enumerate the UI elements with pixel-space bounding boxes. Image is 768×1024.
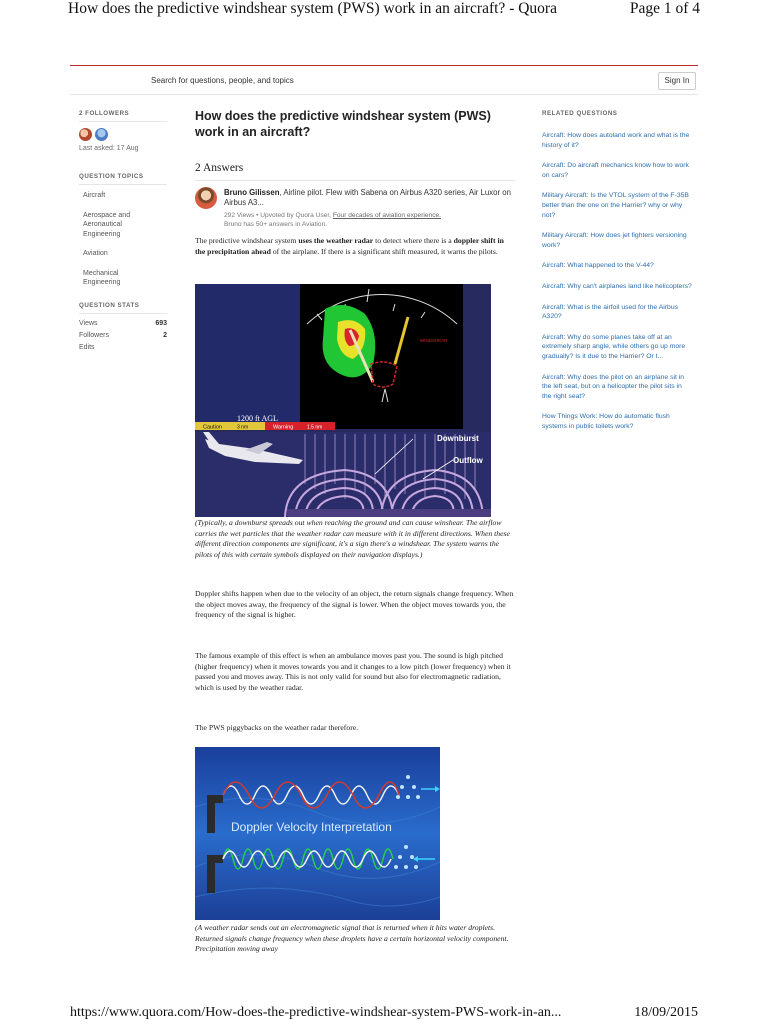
stats-title: QUESTION STATS bbox=[79, 302, 167, 314]
answer-paragraph-2: Doppler shifts happen when due to the velocity of an object, the return signals change frequency. When the object moves away, the frequency of the signal is lower. When the object moves towards you, the frequency of the signal is higher. bbox=[195, 589, 514, 620]
related-questions bbox=[542, 110, 692, 442]
topic-link[interactable]: Aviation bbox=[83, 250, 108, 257]
question-stats bbox=[79, 302, 167, 351]
sign-in-button[interactable]: Sign In bbox=[658, 72, 696, 90]
follower-avatars bbox=[79, 128, 167, 141]
question-topics bbox=[79, 173, 167, 288]
downburst-label: Downburst bbox=[437, 434, 479, 443]
related-question-link[interactable]: Aircraft: What is the airfoil used for the Airbus A320? bbox=[542, 303, 678, 321]
bold-run: uses the weather radar bbox=[298, 236, 374, 245]
avatar[interactable] bbox=[79, 128, 92, 141]
answer-paragraph-3: The famous example of this effect is when an ambulance moves past you. The sound is high pitched (higher frequency) when it moves towards you and it changes to a low pitch (lower frequency) when it passed you and moves away. This is not only valid for sound but also for electromagnetic radiation, which is used by the weather radar. bbox=[195, 651, 511, 692]
answer-paragraph-4: The PWS piggybacks on the weather radar therefore. bbox=[195, 723, 359, 732]
topics-title: QUESTION TOPICS bbox=[79, 173, 167, 185]
outflow-label: Outflow bbox=[453, 456, 483, 465]
agl-label: 1200 ft AGL bbox=[237, 414, 278, 423]
related-title: RELATED QUESTIONS bbox=[542, 110, 618, 117]
author-avatar[interactable] bbox=[195, 187, 217, 209]
related-question-link[interactable]: Aircraft: Why does the pilot on an airplane sit in the left seat, but on a helicopter the pilot sits in the right seat? bbox=[542, 373, 685, 400]
print-footer bbox=[70, 1002, 698, 1024]
doppler-label: Doppler Velocity Interpretation bbox=[231, 820, 392, 834]
author-name[interactable]: Bruno Gilissen bbox=[224, 188, 280, 197]
caution-label: Caution bbox=[203, 424, 222, 431]
stat-value: 2 bbox=[163, 331, 167, 339]
views-upvotes: 292 Views • Upvoted by Quora User, bbox=[224, 212, 332, 219]
answer-meta bbox=[224, 211, 524, 229]
print-footer-url: https://www.quora.com/How-does-the-predictive-windshear-system-PWS-work-in-an... bbox=[70, 1005, 562, 1020]
answers-divider bbox=[195, 180, 515, 181]
related-question-link[interactable]: Aircraft: Why do some planes take off at an extremely sharp angle, while others go up more gradually? Is it due to the Harrier? Or t... bbox=[542, 333, 686, 360]
answer-paragraph-1 bbox=[195, 236, 515, 257]
topbar-accent-line bbox=[70, 65, 698, 66]
author-answers-count: Bruno has 50+ answers in Aviation. bbox=[224, 221, 328, 228]
topic-link[interactable]: Aircraft bbox=[83, 192, 106, 199]
caution-nm: 3 nm bbox=[237, 424, 249, 431]
windshear-label: WINDSHEAR bbox=[420, 338, 448, 343]
topic-link[interactable]: Aerospace and Aeronautical Engineering bbox=[83, 211, 131, 238]
related-question-link[interactable]: Aircraft: What happened to the V-44? bbox=[542, 262, 654, 270]
related-question-link[interactable]: Military Aircraft: How does jet fighters versioning work? bbox=[542, 232, 687, 249]
left-sidebar bbox=[79, 110, 167, 356]
text-run: to detect where there is a bbox=[373, 236, 454, 245]
stat-label[interactable]: Edits bbox=[79, 343, 95, 351]
stat-label: Views bbox=[79, 319, 98, 327]
stat-label: Followers bbox=[79, 331, 109, 339]
warning-nm: 1.5 nm bbox=[307, 424, 323, 431]
figure-2-caption: (A weather radar sends out an electromagnetic signal that is returned when it hits water droplets. Returned signals change frequency when these droplets have a certain horizontal velocity component. Precipitation moving away bbox=[195, 923, 509, 954]
search-input[interactable]: Search for questions, people, and topics bbox=[151, 76, 294, 85]
answers-count: 2 Answers bbox=[195, 162, 244, 174]
avatar[interactable] bbox=[95, 128, 108, 141]
stat-row-followers bbox=[79, 332, 167, 339]
print-header-page: Page 1 of 4 bbox=[629, 0, 700, 17]
topbar-divider bbox=[70, 94, 698, 95]
related-question-link[interactable]: Aircraft: Do aircraft mechanics know how to work on cars? bbox=[542, 162, 689, 179]
author-credit bbox=[224, 188, 519, 208]
stat-row-edits[interactable] bbox=[79, 344, 167, 351]
text-run: The predictive windshear system bbox=[195, 236, 299, 245]
question-title: How does the predictive windshear system (PWS) work in an aircraft? bbox=[195, 109, 491, 139]
last-asked: Last asked: 17 Aug bbox=[79, 145, 139, 152]
author-bio: , Airline pilot. Flew with Sabena on Airbus A320 series, Air Luxor on Airbus A3... bbox=[224, 188, 511, 207]
print-header bbox=[68, 0, 700, 24]
related-question-link[interactable]: How Things Work: How do automatic flush systems in public toilets work? bbox=[542, 413, 670, 430]
windshear-radar-figure bbox=[195, 284, 491, 517]
stat-row-views bbox=[79, 320, 167, 327]
bold-run: doppler shift in the precipitation ahead bbox=[195, 236, 504, 256]
print-footer-date: 18/09/2015 bbox=[634, 1005, 698, 1020]
doppler-velocity-figure bbox=[195, 747, 440, 920]
related-question-link[interactable]: Aircraft: Why can't airplanes land like helicopters? bbox=[542, 282, 692, 290]
followers-title: 2 FOLLOWERS bbox=[79, 110, 167, 122]
upvoter-link[interactable]: Four decades of aviation experience. bbox=[332, 212, 441, 219]
text-run: of the airplane. If there is a significant shift measured, it warns the pilots. bbox=[270, 246, 498, 256]
figure-1-caption: (Typically, a downburst spreads out when reaching the ground and can cause winshear. The airflow carries the wet particles that the weather radar can measure with it in different directions. When these different direction components are significant, it's a sign there's a windshear. The system warns the pilots of this with certain symbols displayed on their navigation displays.) bbox=[195, 518, 510, 559]
related-question-link[interactable]: Aircraft: How does autoland work and what is the history of it? bbox=[542, 132, 690, 149]
stat-value: 693 bbox=[155, 319, 167, 327]
related-question-link[interactable]: Military Aircraft: Is the VTOL system of the F-35B better than the one on the Harrier? why or why not? bbox=[542, 192, 689, 219]
print-header-title: How does the predictive windshear system (PWS) work in an aircraft? - Quora bbox=[68, 0, 557, 17]
warning-label: Warning bbox=[273, 424, 294, 431]
topic-link[interactable]: Mechanical Engineering bbox=[83, 269, 121, 286]
